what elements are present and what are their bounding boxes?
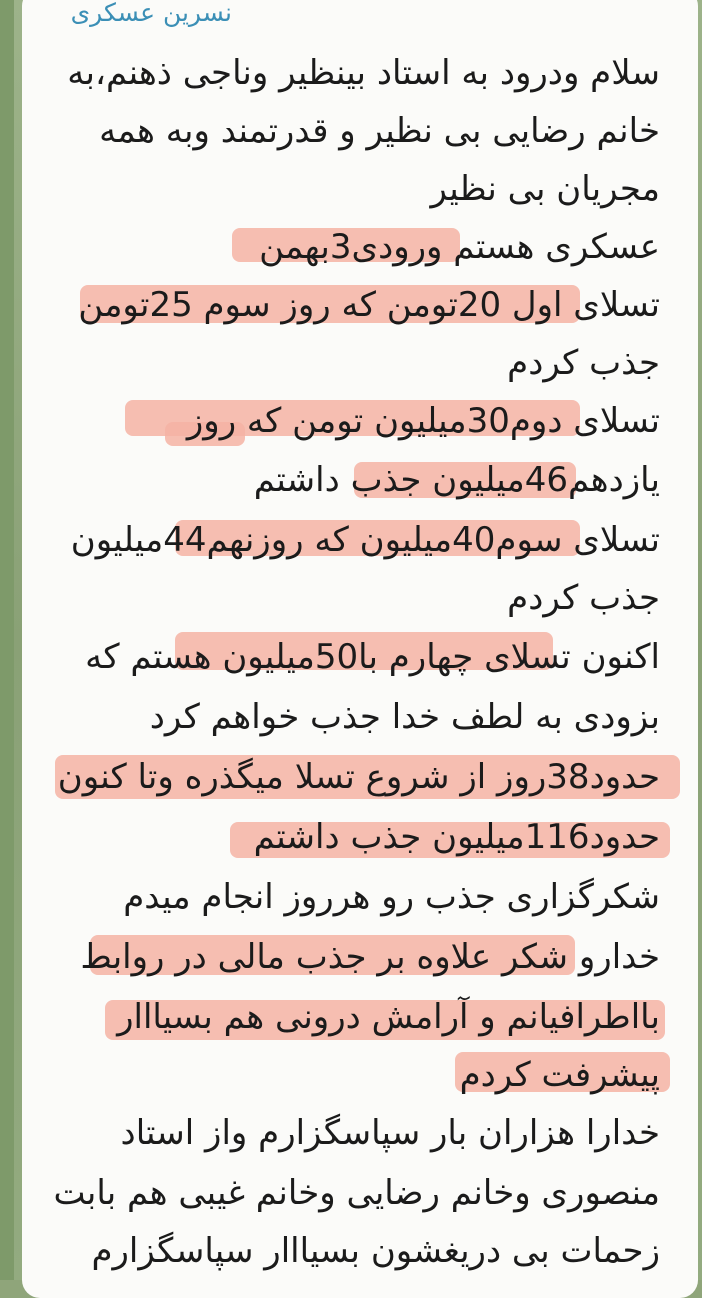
message-line: پیشرفت کردم [459,1055,660,1095]
message-line: جذب کردم [507,343,660,383]
message-line: جذب کردم [507,578,660,618]
message-line: تسلای سوم40میلیون که روزنهم44میلیون [70,520,660,560]
message-line: عسکری هستم ورودی3بهمن [259,227,660,267]
message-line: تسلای دوم30میلیون تومن که روز [186,401,660,441]
message-line: تسلای اول 20تومن که روز سوم 25تومن [78,285,660,325]
message-line: حدود38روز از شروع تسلا میگذره وتا کنون [57,757,660,797]
message-line: منصوری وخانم رضایی وخانم غیبی هم بابت [53,1173,660,1213]
message-line: خدارو شکر علاوه بر جذب مالی در روابط [80,937,660,977]
message-line: بزودی به لطف خدا جذب خواهم کرد [149,697,660,737]
message-line: خانم رضایی بی نظیر و قدرتمند وبه همه [99,111,660,151]
message-line: مجریان بی نظیر [430,169,660,209]
chat-edge [0,0,14,1280]
message-line: سلام ودرود به استاد بینظیر وناجی ذهنم،به [67,53,660,93]
message-line: شکرگزاری جذب رو هرروز انجام میدم [123,877,660,917]
message-line: زحمات بی دریغشون بسیااار سپاسگزارم [91,1231,660,1271]
message-line: یازدهم46میلیون جذب داشتم [253,460,660,500]
message-line: بااطرافیانم و آرامش درونی هم بسیااار [117,997,660,1037]
message-line: خدارا هزاران بار سپاسگزارم واز استاد [120,1113,660,1153]
message-line: حدود116میلیون جذب داشتم [253,817,660,857]
sender-name[interactable]: نسرین عسکری [70,0,232,27]
message-line: اکنون تسلای چهارم با50میلیون هستم که [85,637,660,677]
